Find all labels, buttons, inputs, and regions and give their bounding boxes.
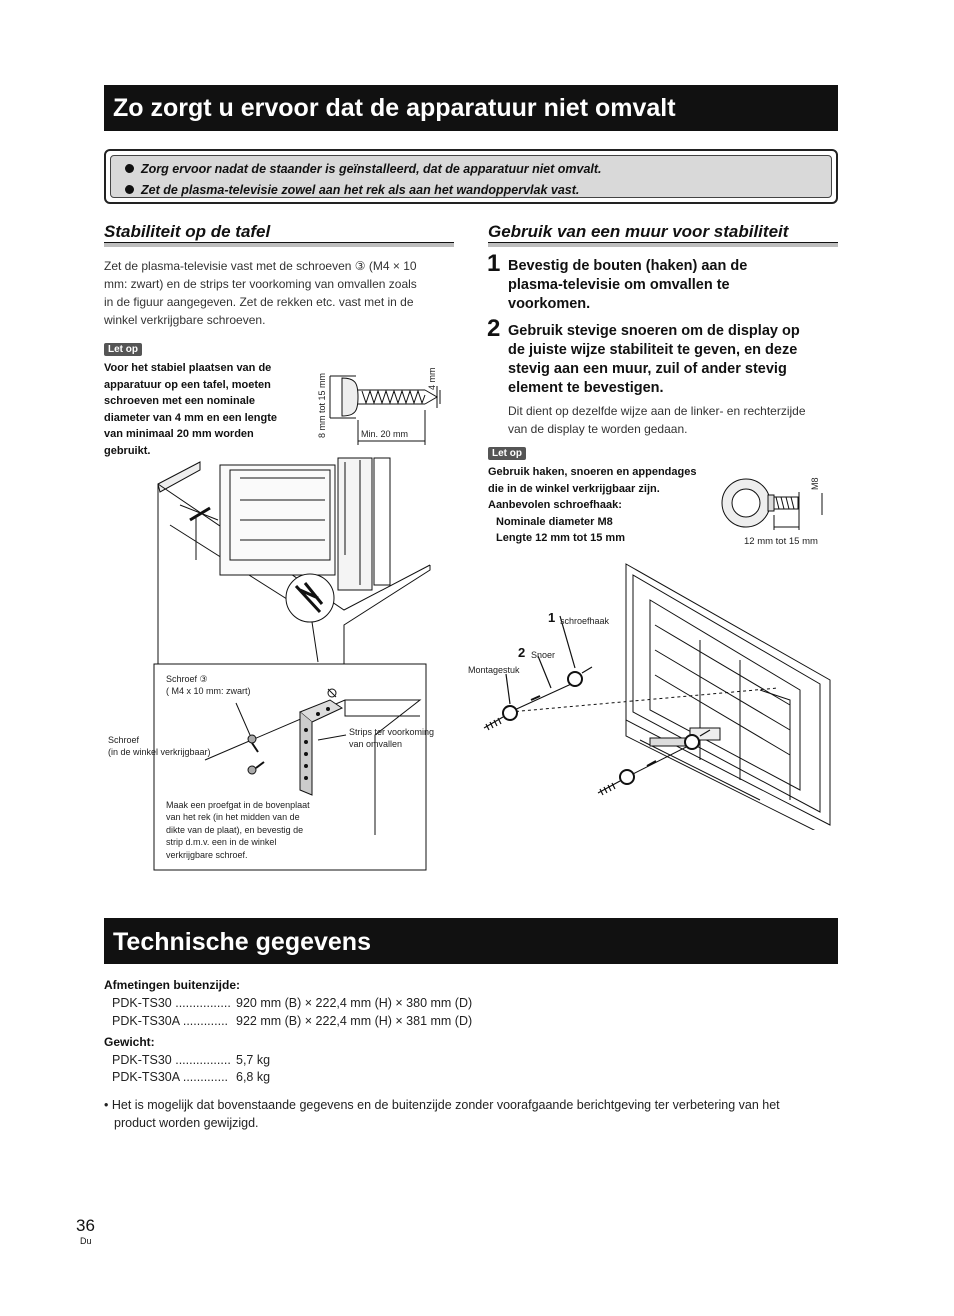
snoer-label: Snoer: [531, 650, 556, 660]
strips-sub: van omvallen: [349, 739, 403, 749]
page-language: Du: [80, 1236, 92, 1246]
warning-note-text: Zet de plasma-televisie zowel aan het rek als aan het wandoppervlak vast.: [141, 183, 580, 197]
page-number: 36: [76, 1216, 95, 1235]
letop-badge: Let op: [104, 343, 142, 356]
spec-row: [112, 996, 231, 1010]
montagestuk-label: Montagestuk: [468, 665, 520, 675]
hook-m8-label: M8: [810, 477, 820, 490]
maak-line: van het rek (in het midden van de: [166, 812, 300, 822]
warning-note: [125, 162, 602, 176]
maak-line: strip d.m.v. een in de winkel: [166, 837, 277, 847]
eye-hook-figure: [715, 468, 840, 550]
maak-line: verkrijgbare schroef.: [166, 850, 248, 860]
step-number: 2: [487, 315, 501, 342]
specs-title: Technische gegevens: [113, 928, 371, 956]
schroef-label: Schroef: [108, 735, 140, 745]
hook-figure: [722, 479, 822, 530]
left-heading: Stabiliteit op de tafel: [104, 222, 271, 241]
spec-value: 5,7 kg: [236, 1053, 271, 1067]
spec-value: 6,8 kg: [236, 1070, 271, 1084]
step-line: Gebruik stevige snoeren om de display op: [508, 323, 800, 339]
step-line: voorkomen.: [508, 296, 591, 312]
hook-len-label: 12 mm tot 15 mm: [744, 536, 818, 547]
warning-box: [104, 149, 838, 204]
letop-line: apparatuur op een tafel, moeten: [104, 378, 271, 391]
dim-len-label: Min. 20 mm: [361, 429, 409, 439]
right-heading: Gebruik van een muur voor stabiliteit: [488, 222, 789, 241]
letop-line: schroeven met een nominale: [104, 395, 255, 407]
gewicht-label: [104, 1035, 155, 1049]
section-title-banner: [104, 85, 838, 131]
afmetingen-heading: Afmetingen buitenzijde:: [104, 978, 240, 992]
spec-row: [112, 1014, 228, 1028]
bullet-icon: [125, 185, 134, 194]
body-line: winkel verkrijgbare schroeven.: [104, 313, 266, 327]
maak-line: dikte van de plaat), en bevestig de: [166, 825, 304, 835]
footnote-line: • Het is mogelijk dat bovenstaande gegevens en de buitenzijde zonder voorafgaande berichtgeving ter verbetering van het: [104, 1098, 780, 1112]
body-line: in de figuur aangegeven. Zet de rekken etc. vast met in de: [104, 295, 414, 309]
letop-line: die in de winkel verkrijgbaar zijn.: [488, 482, 660, 495]
spec-model: PDK-TS30A: [112, 1014, 180, 1028]
schroefhaak-label: schroefhaak: [560, 616, 610, 626]
letop-text: [488, 464, 718, 547]
schroef3-spec: ( M4 x 10 mm: zwart): [166, 686, 251, 696]
step-line: stevig aan een muur, zuil of ander stevig: [508, 361, 787, 377]
maak-line: Maak een proefgat in de bovenplaat: [166, 800, 310, 810]
step-2-note: [508, 402, 843, 438]
warning-box-inner: [110, 155, 832, 198]
spec-model: PDK-TS30: [112, 1053, 172, 1067]
wall-mount-diagram: [465, 560, 840, 830]
spec-model: PDK-TS30: [112, 996, 172, 1010]
letop-line: Voor het stabiel plaatsen van de: [104, 362, 272, 374]
step-line: plasma-televisie om omvallen te: [508, 277, 730, 293]
step-line: element te bevestigen.: [508, 380, 664, 396]
step-line: Bevestig de bouten (haken) aan de: [508, 258, 748, 274]
footnote-line: product worden gewijzigd.: [114, 1116, 259, 1130]
note-line: Dit dient op dezelfde wijze aan de linker- en rechterzijde: [508, 404, 806, 418]
body-line: Zet de plasma-televisie vast met de schroeven ③ (M4 × 10: [104, 259, 417, 273]
step-number: 1: [487, 250, 501, 277]
step-line: de juiste wijze stabiliteit te geven, en deze: [508, 342, 798, 358]
spec-leader: .............: [179, 1014, 229, 1028]
heading-rule-shade: [104, 243, 454, 247]
gewicht-heading: Gewicht:: [104, 1035, 155, 1049]
step-1-text: [508, 257, 838, 314]
spec-row: [112, 1070, 228, 1084]
strips-label: Strips ter voorkoming: [349, 727, 435, 737]
callout-2: 2: [518, 645, 526, 660]
body-line: mm: zwart) en de strips ter voorkoming van omvallen zoals: [104, 277, 417, 291]
footnote: [104, 1096, 780, 1132]
tv-rack-drawing: [158, 458, 430, 666]
letop-line: Aanbevolen schroefhaak:: [488, 499, 622, 511]
step-2-text: [508, 322, 843, 398]
bullet-icon: [125, 164, 134, 173]
letop-badge: Let op: [488, 447, 526, 460]
letop-line: Gebruik haken, snoeren en appendages: [488, 466, 697, 478]
letop-line: van minimaal 20 mm worden: [104, 428, 254, 440]
spec-model: PDK-TS30A: [112, 1070, 180, 1084]
spec-row: [112, 1053, 231, 1067]
spec-leader: ................: [171, 1053, 231, 1067]
warning-note: [125, 183, 579, 197]
warning-note-text: Zorg ervoor nadat de staander is geïnstalleerd, dat de apparatuur niet omvalt.: [141, 162, 602, 176]
wall-drawing: [626, 564, 830, 830]
spec-leader: .............: [179, 1070, 229, 1084]
heading-rule-shade: [488, 243, 838, 247]
afmetingen-label: [104, 978, 240, 992]
letop-line: Lengte 12 mm tot 15 mm: [496, 532, 625, 544]
spec-value: 922 mm (B) × 222,4 mm (H) × 381 mm (D): [236, 1014, 473, 1028]
specs-title-banner: [104, 918, 838, 964]
section-title: Zo zorgt u ervoor dat de apparatuur niet omvalt: [113, 94, 676, 122]
callout-1: 1: [548, 610, 556, 625]
table-mount-diagram: [100, 352, 470, 877]
letop-line: gebruikt.: [104, 444, 151, 457]
spec-leader: ................: [171, 996, 231, 1010]
left-body: [104, 257, 464, 329]
note-line: van de display te worden gedaan.: [508, 422, 688, 436]
spec-value: 920 mm (B) × 222,4 mm (H) × 380 mm (D): [236, 996, 473, 1010]
schroef3-label: Schroef ③: [166, 674, 208, 684]
letop-line: Nominale diameter M8: [496, 515, 613, 528]
letop-line: diameter van 4 mm en een lengte: [104, 411, 278, 424]
dim-head-label: 8 mm tot 15 mm: [317, 372, 327, 438]
schroef-sub: (in de winkel verkrijgbaar): [108, 747, 211, 757]
dim-dia-label: 4 mm: [427, 367, 437, 390]
